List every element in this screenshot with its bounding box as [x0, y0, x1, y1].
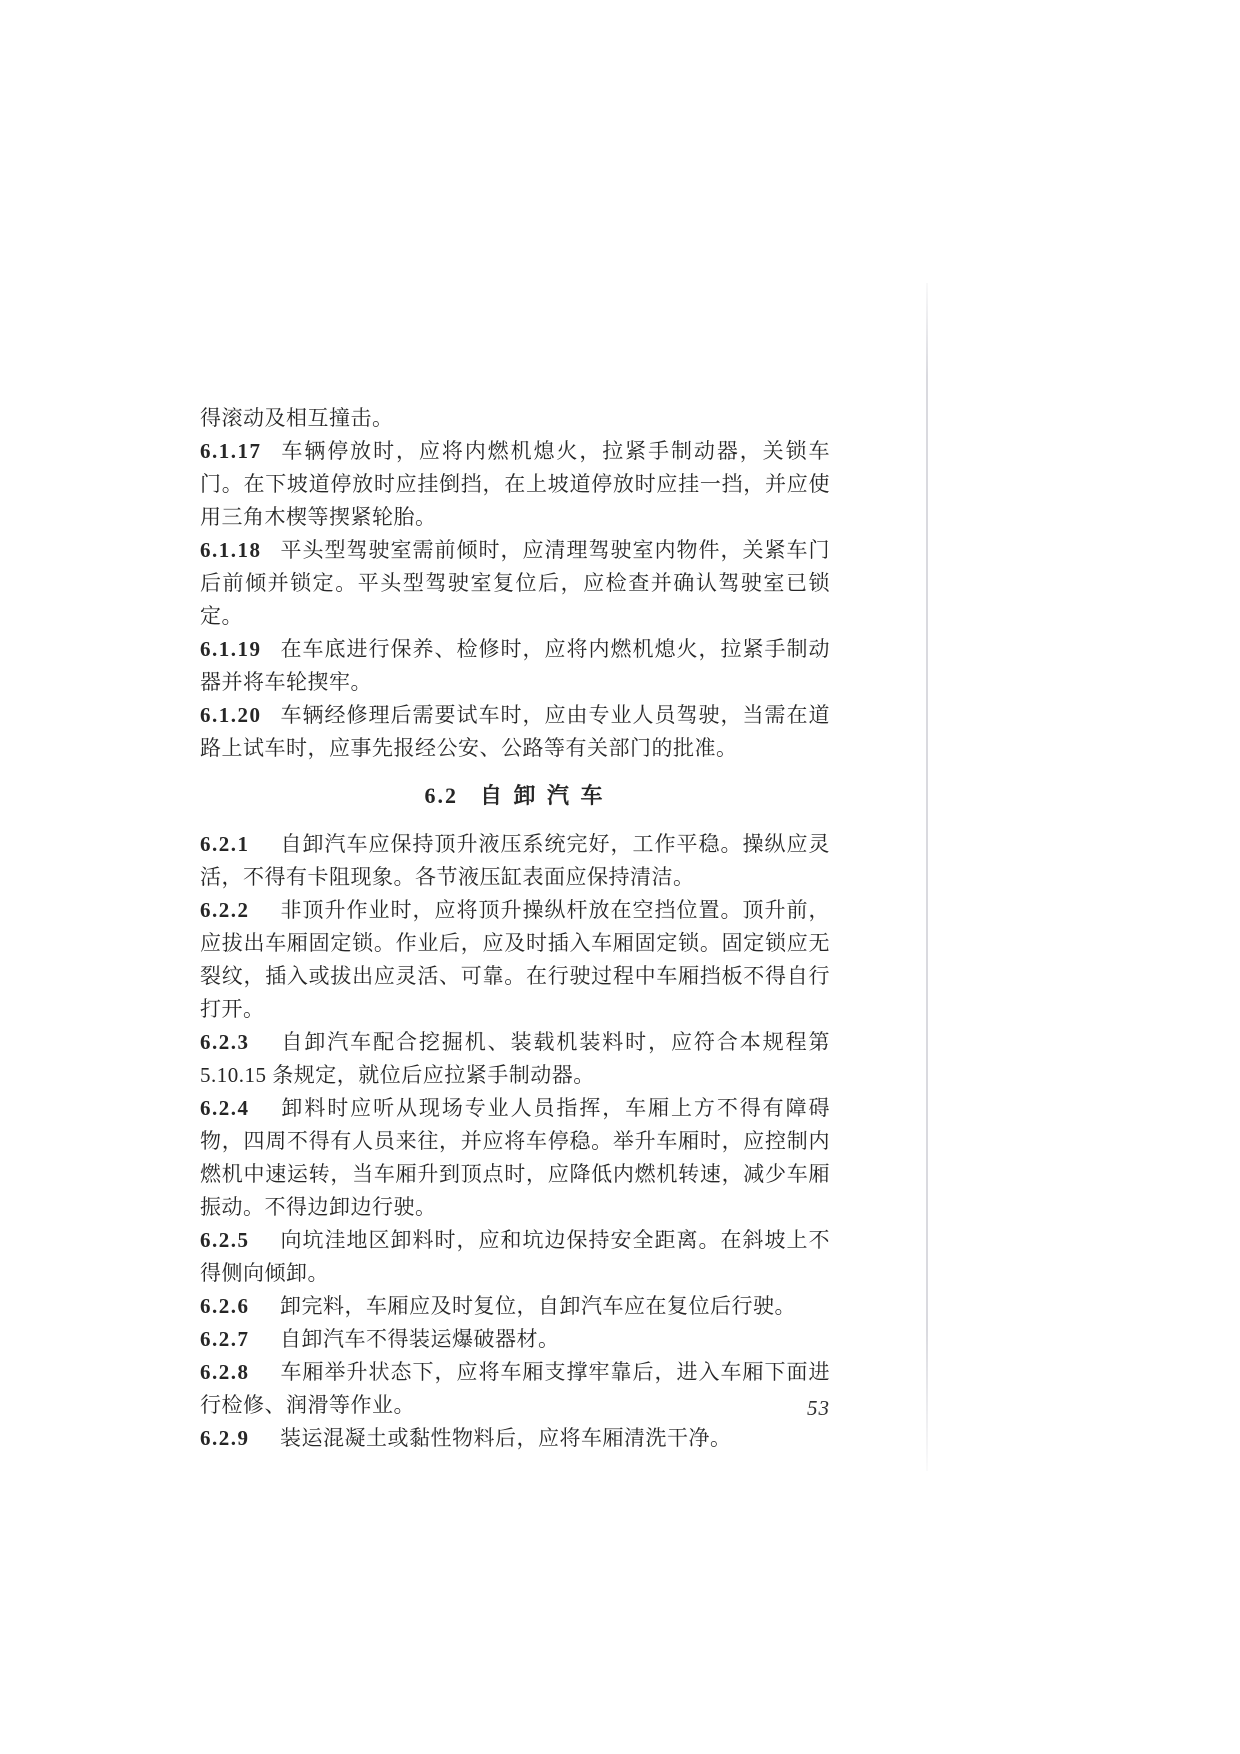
clause-6.2.1 [200, 828, 830, 894]
clause-6.2.6 [200, 1290, 830, 1323]
clause-text: 自卸汽车应保持顶升液压系统完好，工作平稳。操纵应灵活，不得有卡阻现象。各节液压缸表面应保持清洁。 [200, 832, 830, 889]
clause-number: 6.2.6 [200, 1294, 250, 1318]
clause-6.2.2 [200, 894, 830, 1026]
clause-6.2.4 [200, 1092, 830, 1224]
clause-number: 6.2.2 [200, 898, 250, 922]
clause-number: 6.1.17 [200, 439, 262, 463]
section-heading [200, 779, 830, 812]
clause-text: 得滚动及相互撞击。 [200, 406, 394, 430]
clause-text: 卸完料，车厢应及时复位，自卸汽车应在复位后行驶。 [280, 1294, 796, 1318]
clause-6.1.18 [200, 534, 830, 633]
clause-number: 6.1.19 [200, 637, 262, 661]
clause-6.2.7 [200, 1323, 830, 1356]
scan-edge-line [926, 283, 928, 1471]
continuation-paragraph [200, 402, 830, 435]
section-title: 自 卸 汽 车 [479, 783, 606, 808]
clause-6.1.17 [200, 435, 830, 534]
clause-text: 车辆经修理后需要试车时，应由专业人员驾驶，当需在道路上试车时，应事先报经公安、公路等有关部门的批准。 [200, 703, 830, 760]
clause-number: 6.1.20 [200, 703, 262, 727]
clause-text: 车厢举升状态下，应将车厢支撑牢靠后，进入车厢下面进行检修、润滑等作业。 [200, 1360, 830, 1417]
clause-text: 非顶升作业时，应将顶升操纵杆放在空挡位置。顶升前，应拔出车厢固定锁。作业后，应及时插入车厢固定锁。固定锁应无裂纹，插入或拔出应灵活、可靠。在行驶过程中车厢挡板不得自行打开。 [200, 898, 830, 1021]
clause-text: 自卸汽车不得装运爆破器材。 [280, 1327, 560, 1351]
clause-text: 卸料时应听从现场专业人员指挥，车厢上方不得有障碍物，四周不得有人员来往，并应将车停稳。举升车厢时，应控制内燃机中速运转，当车厢升到顶点时，应降低内燃机转速，减少车厢振动。不得边卸边行驶。 [200, 1096, 830, 1219]
clause-6.2.9 [200, 1422, 830, 1455]
section-number: 6.2 [424, 783, 458, 808]
clause-6.1.20 [200, 699, 830, 765]
clause-6.2.3 [200, 1026, 830, 1092]
clause-list-6-2 [200, 828, 830, 1455]
page-number: 53 [807, 1396, 830, 1420]
clause-number: 6.2.1 [200, 832, 250, 856]
clause-number: 6.2.5 [200, 1228, 250, 1252]
clause-text: 装运混凝土或黏性物料后，应将车厢清洗干净。 [280, 1426, 732, 1450]
clause-number: 6.2.3 [200, 1030, 250, 1054]
clause-6.2.5 [200, 1224, 830, 1290]
clause-text: 车辆停放时，应将内燃机熄火，拉紧手制动器，关锁车门。在下坡道停放时应挂倒挡，在上坡道停放时应挂一挡，并应使用三角木楔等揳紧轮胎。 [200, 439, 830, 529]
clause-number: 6.2.9 [200, 1426, 250, 1450]
clause-text: 自卸汽车配合挖掘机、装载机装料时，应符合本规程第 5.10.15 条规定，就位后应拉紧手制动器。 [200, 1030, 830, 1087]
clause-number: 6.2.8 [200, 1360, 250, 1384]
clause-6.1.19 [200, 633, 830, 699]
clause-text: 平头型驾驶室需前倾时，应清理驾驶室内物件，关紧车门后前倾并锁定。平头型驾驶室复位后，应检查并确认驾驶室已锁定。 [200, 538, 830, 628]
text-body [200, 402, 830, 1455]
clause-list-6-1 [200, 402, 830, 765]
clause-number: 6.1.18 [200, 538, 262, 562]
clause-number: 6.2.4 [200, 1096, 250, 1120]
clause-text: 向坑洼地区卸料时，应和坑边保持安全距离。在斜坡上不得侧向倾卸。 [200, 1228, 830, 1285]
clause-text: 在车底进行保养、检修时，应将内燃机熄火，拉紧手制动器并将车轮揳牢。 [200, 637, 830, 694]
clause-number: 6.2.7 [200, 1327, 250, 1351]
